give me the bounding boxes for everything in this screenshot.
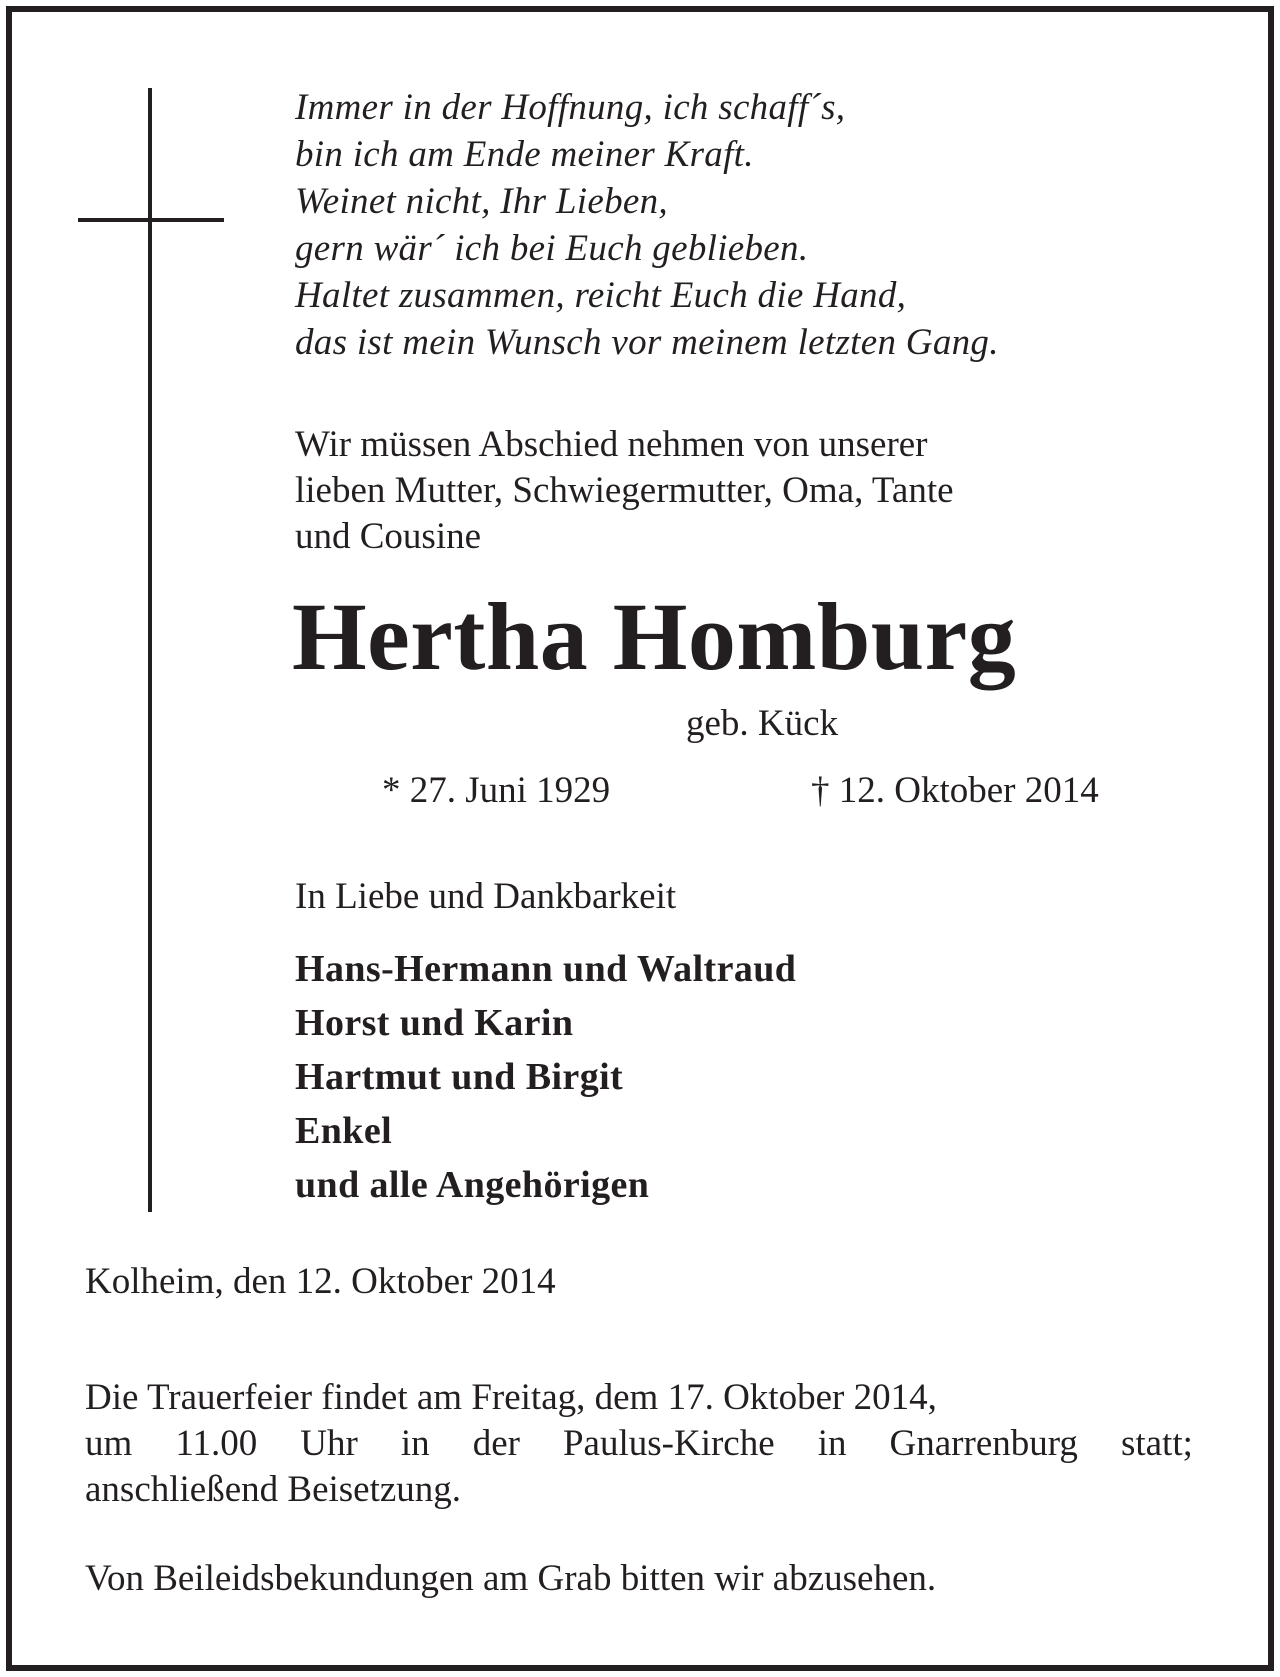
birth-date: * 27. Juni 1929 <box>382 770 611 811</box>
ceremony-word: der <box>472 1423 520 1464</box>
cross-icon <box>148 88 152 1212</box>
condolence-note: Von Beileidsbekundungen am Grab bitten wir abzusehen. <box>85 1558 937 1599</box>
ceremony-word: um <box>85 1423 133 1464</box>
ceremony-line: anschließend Beisetzung. <box>85 1469 462 1510</box>
mourner-name: Hans-Hermann und Waltraud <box>295 948 797 990</box>
ceremony-word: in <box>817 1423 847 1464</box>
mourner-name: Horst und Karin <box>295 1002 574 1044</box>
poem-line: gern wär´ ich bei Euch geblieben. <box>295 228 809 269</box>
farewell-intro <box>295 422 1215 560</box>
poem <box>295 84 1215 366</box>
ceremony-word: statt; <box>1120 1423 1193 1464</box>
ceremony-word: Gnarrenburg <box>889 1423 1078 1464</box>
intro-line: und Cousine <box>295 516 482 557</box>
place-date: Kolheim, den 12. Oktober 2014 <box>85 1261 556 1302</box>
mourner-name: und alle Angehörigen <box>295 1164 650 1206</box>
ceremony-word: in <box>400 1423 430 1464</box>
poem-line: das ist mein Wunsch vor meinem letzten Gang. <box>295 322 999 363</box>
mourners-intro: In Liebe und Dankbarkeit <box>295 876 677 917</box>
ceremony-word: Uhr <box>300 1423 358 1464</box>
poem-line: Immer in der Hoffnung, ich schaff´s, <box>295 87 846 128</box>
poem-line: bin ich am Ende meiner Kraft. <box>295 134 754 175</box>
intro-line: Wir müssen Abschied nehmen von unserer <box>295 424 928 465</box>
poem-line: Weinet nicht, Ihr Lieben, <box>295 181 668 222</box>
ceremony-line-justified <box>85 1421 1193 1467</box>
deceased-name: Hertha Homburg <box>292 583 1017 690</box>
ceremony-word: Paulus-Kirche <box>562 1423 775 1464</box>
ceremony-line: Die Trauerfeier findet am Freitag, dem 17. Oktober 2014, <box>85 1377 937 1418</box>
birth-name: geb. Kück <box>686 703 839 744</box>
mourners-list <box>295 942 796 1212</box>
intro-line: lieben Mutter, Schwiegermutter, Oma, Tante <box>295 470 954 511</box>
cross-icon-crossbar <box>78 218 224 222</box>
ceremony-word: 11.00 <box>175 1423 258 1464</box>
death-date: † 12. Oktober 2014 <box>811 770 1099 811</box>
ceremony-info <box>85 1375 1193 1513</box>
poem-line: Haltet zusammen, reicht Euch die Hand, <box>295 275 907 316</box>
mourner-name: Hartmut und Birgit <box>295 1056 624 1098</box>
mourner-name: Enkel <box>295 1110 393 1152</box>
